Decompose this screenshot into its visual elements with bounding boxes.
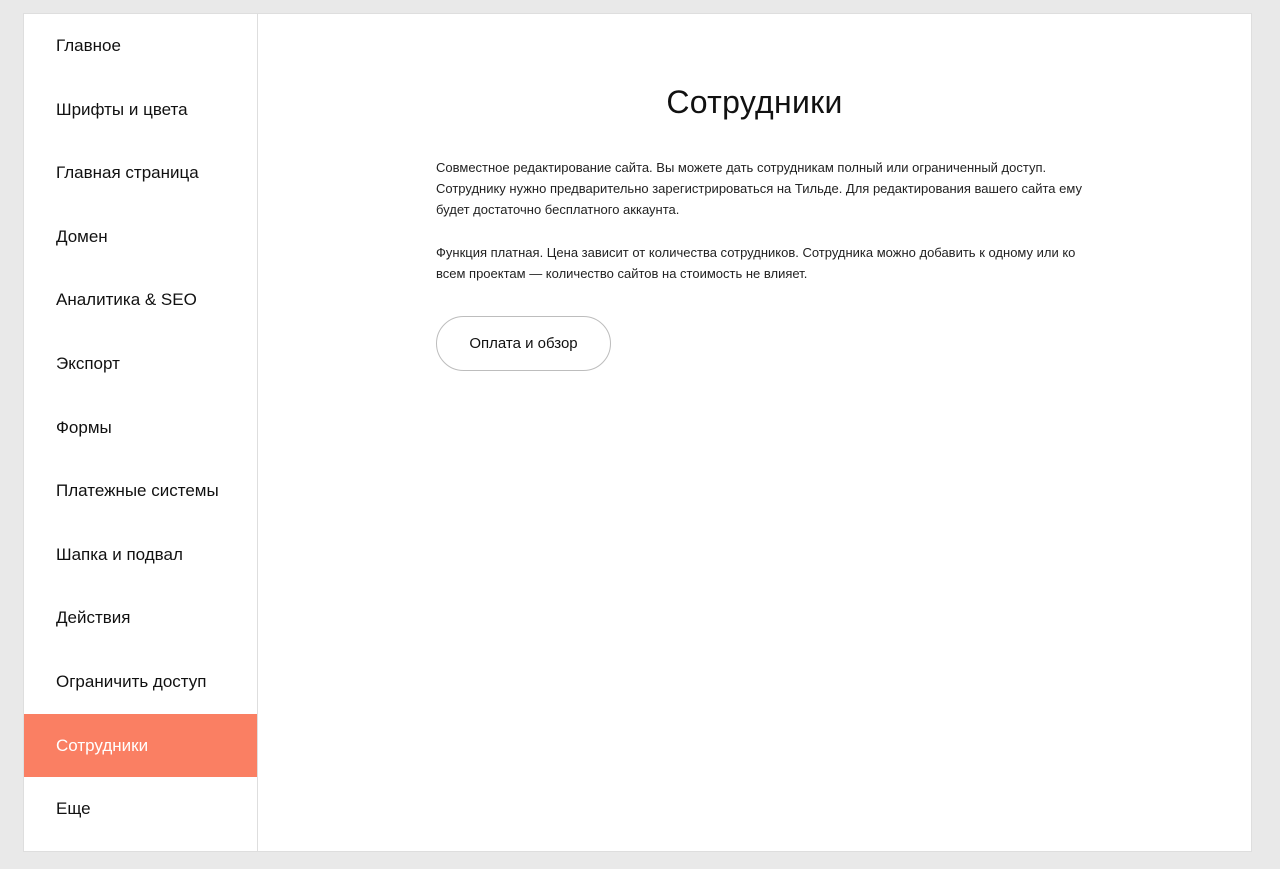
sidebar-item-home-page[interactable]: Главная страница <box>56 163 199 183</box>
sidebar-item-domain[interactable]: Домен <box>56 226 108 246</box>
settings-menu <box>24 14 257 841</box>
sidebar-item-restrict-access[interactable]: Ограничить доступ <box>56 671 207 691</box>
sidebar-item-more[interactable]: Еще <box>56 799 91 819</box>
page-title: Сотрудники <box>666 84 843 120</box>
sidebar-item-analytics-seo[interactable]: Аналитика & SEO <box>56 290 197 310</box>
sidebar-item-payment-systems[interactable]: Платежные системы <box>56 481 219 501</box>
description <box>436 157 1086 305</box>
sidebar-item-employees[interactable]: Сотрудники <box>24 714 257 778</box>
sidebar-item-header-footer[interactable]: Шапка и подвал <box>56 544 183 564</box>
content-area <box>258 14 1251 851</box>
payment-overview-button[interactable]: Оплата и обзор <box>436 316 611 371</box>
sidebar-item-export[interactable]: Экспорт <box>56 353 120 373</box>
sidebar-item-fonts-colors[interactable]: Шрифты и цвета <box>56 99 188 119</box>
description-paragraph-pricing: Функция платная. Цена зависит от количества сотрудников. Сотрудника можно добавить к одному или ко всем проектам — количество сайтов на стоимость не влияет. <box>436 244 1076 281</box>
settings-sidebar <box>24 14 258 851</box>
description-paragraph-collaboration: Совместное редактирование сайта. Вы можете дать сотрудникам полный или ограниченный доступ. Сотруднику нужно предварительно зарегистрироваться на Тильде. Для редактирования вашего сайта ему будет достаточно бесплатного аккаунта. <box>436 160 1082 218</box>
sidebar-item-forms[interactable]: Формы <box>56 417 112 437</box>
sidebar-item-main[interactable]: Главное <box>56 36 121 55</box>
settings-panel <box>23 13 1252 852</box>
sidebar-item-actions[interactable]: Действия <box>56 608 131 628</box>
